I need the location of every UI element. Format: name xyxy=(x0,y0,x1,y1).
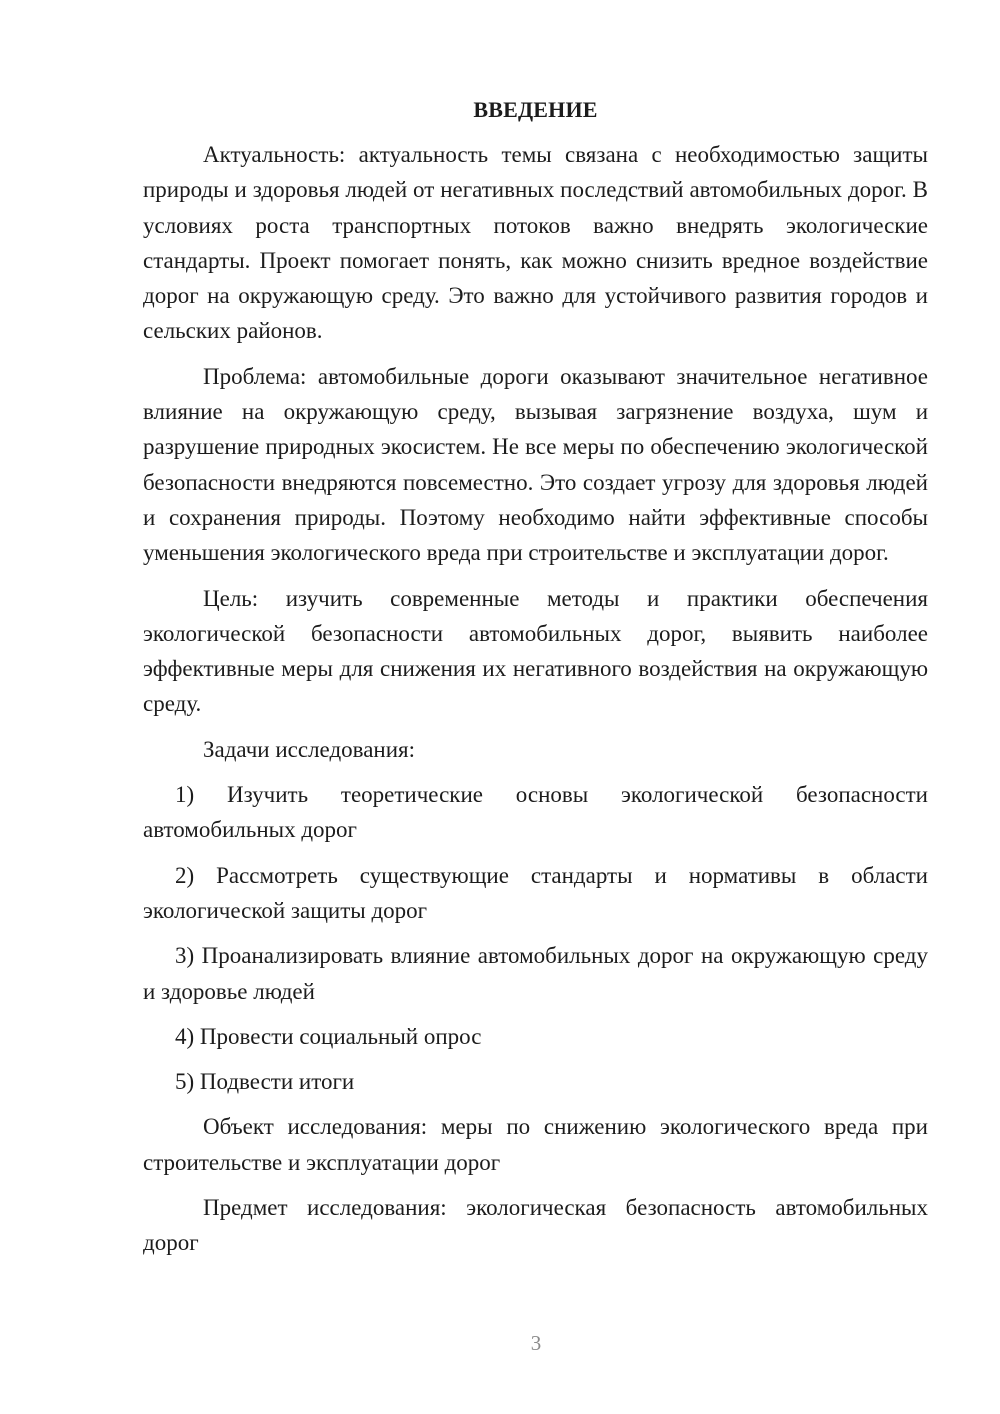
object-paragraph: Объект исследования: меры по снижению экологического вреда при строительстве и эксплуатации дорог xyxy=(143,1114,928,1175)
problem-paragraph: Проблема: автомобильные дороги оказывают значительное негативное влияние на окружающую среду, вызывая загрязнение воздуха, шум и разрушение природных экосистем. Не все меры по обеспечению экологической безопасности внедряются повсеместно. Это создает угрозу для здоровья людей и сохранения природы. Поэтому необходимо найти эффективные способы уменьшения экологического вреда при строительстве и эксплуатации дорог. xyxy=(143,363,928,566)
task-item-4: 4) Провести социальный опрос xyxy=(175,1023,482,1049)
page-number: 3 xyxy=(530,1331,542,1355)
task-item-5: 5) Подвести итоги xyxy=(175,1069,355,1095)
task-item-3: 3) Проанализировать влияние автомобильных дорог на окружающую среду и здоровье людей xyxy=(143,943,928,1004)
page-content xyxy=(143,92,928,1271)
subject-paragraph: Предмет исследования: экологическая безопасность автомобильных дорог xyxy=(143,1195,928,1256)
goal-paragraph: Цель: изучить современные методы и практики обеспечения экологической безопасности автомобильных дорог, выявить наиболее эффективные меры для снижения их негативного воздействия на окружающую среду. xyxy=(143,585,928,717)
tasks-heading: Задачи исследования: xyxy=(203,736,416,762)
section-title: ВВЕДЕНИЕ xyxy=(473,97,598,122)
relevance-paragraph: Актуальность: актуальность темы связана с необходимостью защиты природы и здоровья людей от негативных последствий автомобильных дорог. В условиях роста транспортных потоков важно внедрять экологические стандарты. Проект помогает понять, как можно снизить вредное воздействие дорог на окружающую среду. Это важно для устойчивого развития городов и сельских районов. xyxy=(143,142,928,344)
task-item-2: 2) Рассмотреть существующие стандарты и нормативы в области экологической защиты дорог xyxy=(143,862,928,923)
task-item-1: 1) Изучить теоретические основы экологической безопасности автомобильных дорог xyxy=(143,782,928,843)
